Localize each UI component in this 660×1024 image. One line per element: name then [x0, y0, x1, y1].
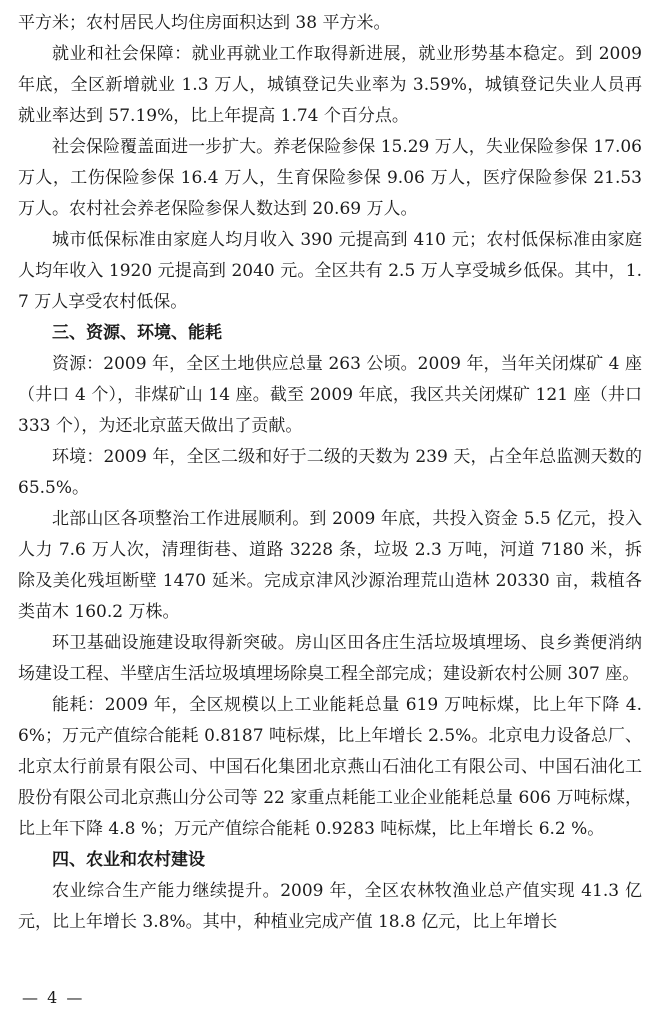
paragraph-housing-continued: 平方米；农村居民人均住房面积达到 38 平方米。 [18, 13, 391, 33]
document-page [18, 8, 642, 938]
paragraph-sanitation-infrastructure: 环卫基础设施建设取得新突破。房山区田各庄生活垃圾填埋场、良乡粪便消纳场建设工程、半壁店生活垃圾填埋场除臭工程全部完成；建设新农村公厕 307 座。 [18, 633, 642, 684]
paragraph-minimum-living-allowance: 城市低保标准由家庭人均月收入 390 元提高到 410 元；农村低保标准由家庭人均年收入 1920 元提高到 2040 元。全区共有 2.5 万人享受城乡低保。其中，1.7 万人享受农村低保。 [18, 230, 642, 312]
paragraph-energy-consumption: 能耗：2009 年，全区规模以上工业能耗总量 619 万吨标煤，比上年下降 4.6%；万元产值综合能耗 0.8187 吨标煤，比上年增长 2.5%。北京电力设备总厂、北京太行前景有限公司、中国石化集团北京燕山石油化工有限公司、中国石油化工股份有限公司北京燕山分公司等 22 家重点耗能工业企业能耗总量 606 万吨标煤，比上年下降 4.8 %；万元产值综合能耗 0.9283 吨标煤，比上年增长 6.2 %。 [18, 695, 642, 839]
section-heading-agriculture-rural: 四、农业和农村建设 [52, 850, 205, 870]
paragraph-social-insurance: 社会保险覆盖面进一步扩大。养老保险参保 15.29 万人，失业保险参保 17.06 万人，工伤保险参保 16.4 万人，生育保险参保 9.06 万人，医疗保险参保 21.53 万人。农村社会养老保险参保人数达到 20.69 万人。 [18, 137, 642, 219]
paragraph-resources: 资源：2009 年，全区土地供应总量 263 公顷。2009 年，当年关闭煤矿 4 座（井口 4 个），非煤矿山 14 座。截至 2009 年底，我区共关闭煤矿 121 座（井口 333 个），为还北京蓝天做出了贡献。 [18, 354, 642, 436]
paragraph-agriculture: 农业综合生产能力继续提升。2009 年，全区农林牧渔业总产值实现 41.3 亿元，比上年增长 3.8%。其中，种植业完成产值 18.8 亿元，比上年增长 [18, 881, 642, 932]
paragraph-northern-mountain-remediation: 北部山区各项整治工作进展顺利。到 2009 年底，共投入资金 5.5 亿元，投入人力 7.6 万人次，清理街巷、道路 3228 条，垃圾 2.3 万吨，河道 7180 米，拆除及美化残垣断壁 1470 延米。完成京津风沙源治理荒山造林 20330 亩，栽植各类苗木 160.2 万株。 [18, 509, 642, 622]
paragraph-environment: 环境：2009 年，全区二级和好于二级的天数为 239 天，占全年总监测天数的 65.5%。 [18, 447, 642, 498]
paragraph-employment: 就业和社会保障：就业再就业工作取得新进展，就业形势基本稳定。到 2009 年底，全区新增就业 1.3 万人，城镇登记失业率为 3.59%，城镇登记失业人员再就业率达到 57.19%，比上年提高 1.74 个百分点。 [18, 44, 642, 126]
section-heading-resources-environment-energy: 三、资源、环境、能耗 [52, 323, 222, 343]
page-number: — 4 — [22, 988, 85, 1007]
